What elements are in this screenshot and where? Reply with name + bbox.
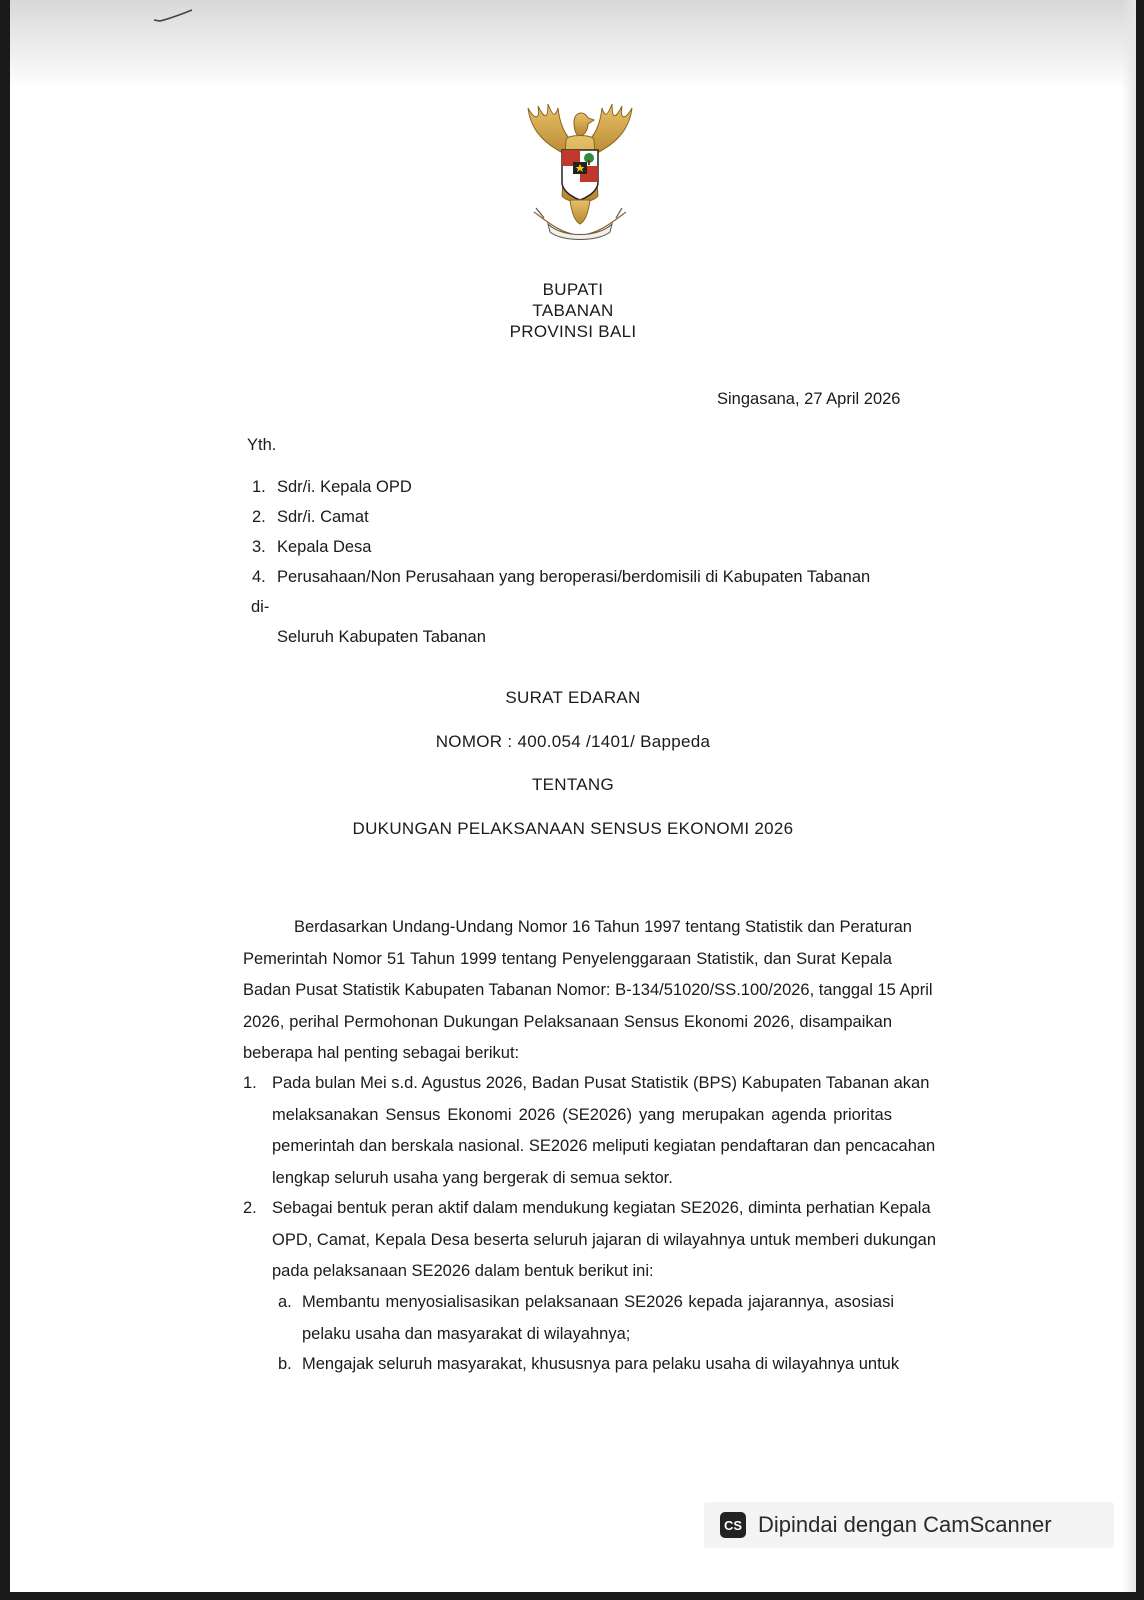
- sub-point-line: Membantu menyosialisasikan pelaksanaan SE2026 kepada jajarannya, asosiasi: [302, 1293, 894, 1311]
- point-line: Sebagai bentuk peran aktif dalam mendukung kegiatan SE2026, diminta perhatian Kepala: [272, 1199, 931, 1217]
- addressee-num: 4.: [252, 568, 266, 586]
- addressee-num: 3.: [252, 538, 266, 556]
- point-line: lengkap seluruh usaha yang bergerak di semua sektor.: [272, 1168, 673, 1187]
- camscanner-logo-icon: CS: [720, 1512, 746, 1538]
- garuda-pancasila-emblem-icon: [518, 100, 642, 255]
- point-2-text: [272, 1193, 937, 1288]
- camscanner-text: Dipindai dengan CamScanner: [758, 1512, 1052, 1537]
- sub-point-letter: a.: [278, 1293, 292, 1311]
- point-line: melaksanakan Sensus Ekonomi 2026 (SE2026) yang merupakan agenda prioritas: [272, 1105, 892, 1124]
- letter-subject: DUKUNGAN PELAKSANAAN SENSUS EKONOMI 2026: [352, 819, 794, 838]
- sub-point-b-text: [302, 1349, 900, 1381]
- intro-paragraph: [243, 912, 933, 1070]
- letter-number: NOMOR : 400.054 /1401/ Bappeda: [435, 732, 711, 751]
- addressee-location: Seluruh Kabupaten Tabanan: [277, 628, 486, 646]
- addressee-item: Sdr/i. Camat: [277, 508, 369, 526]
- addressee-num: 2.: [252, 508, 266, 526]
- addressee-item: Kepala Desa: [277, 538, 372, 556]
- sub-point-letter: b.: [278, 1355, 292, 1373]
- header-regency: TABANAN: [532, 301, 614, 320]
- point-line: pemerintah dan berskala nasional. SE2026 meliputi kegiatan pendaftaran dan pencacahan: [272, 1137, 936, 1155]
- intro-line: Badan Pusat Statistik Kabupaten Tabanan Nomor: B-134/51020/SS.100/2026, tanggal 15 April: [243, 981, 933, 999]
- addressee-item: Sdr/i. Kepala OPD: [277, 478, 412, 496]
- intro-line: Pemerintah Nomor 51 Tahun 1999 tentang Penyelenggaraan Statistik, dan Surat Kepala: [243, 949, 892, 968]
- pen-mark: [150, 4, 200, 26]
- addressee-num: 1.: [252, 478, 266, 496]
- point-1-text: [272, 1068, 936, 1194]
- point-line: OPD, Camat, Kepala Desa beserta seluruh jajaran di wilayahnya untuk memberi dukungan: [272, 1230, 937, 1249]
- intro-line: 2026, perihal Permohonan Dukungan Pelaksanaan Sensus Ekonomi 2026, disampaikan: [243, 1012, 892, 1031]
- scan-edge: [1122, 0, 1136, 1592]
- sub-point-a-text: [302, 1287, 894, 1350]
- intro-line: Berdasarkan Undang-Undang Nomor 16 Tahun 1997 tentang Statistik dan Peraturan: [294, 918, 912, 936]
- point-number: 2.: [243, 1199, 257, 1217]
- letter-type: SURAT EDARAN: [505, 688, 641, 707]
- sub-point-line: Mengajak seluruh masyarakat, khususnya para pelaku usaha di wilayahnya untuk: [302, 1355, 900, 1373]
- date-line: Singasana, 27 April 2026: [717, 390, 901, 408]
- point-line: pada pelaksanaan SE2026 dalam bentuk berikut ini:: [272, 1262, 654, 1280]
- point-number: 1.: [243, 1074, 257, 1092]
- addressee-item: Perusahaan/Non Perusahaan yang beroperasi/berdomisili di Kabupaten Tabanan: [277, 568, 871, 586]
- scanned-page: [10, 0, 1136, 1592]
- header-province: PROVINSI BALI: [509, 322, 637, 341]
- sub-point-line: pelaku usaha dan masyarakat di wilayahnya;: [302, 1324, 631, 1343]
- header-title: BUPATI: [542, 280, 604, 299]
- camscanner-watermark: [704, 1502, 1114, 1548]
- intro-line: beberapa hal penting sebagai berikut:: [243, 1044, 520, 1062]
- letter-about: TENTANG: [531, 775, 615, 794]
- point-line: Pada bulan Mei s.d. Agustus 2026, Badan Pusat Statistik (BPS) Kabupaten Tabanan akan: [272, 1074, 930, 1092]
- salutation: Yth.: [247, 436, 277, 454]
- di-label: di-: [251, 598, 270, 616]
